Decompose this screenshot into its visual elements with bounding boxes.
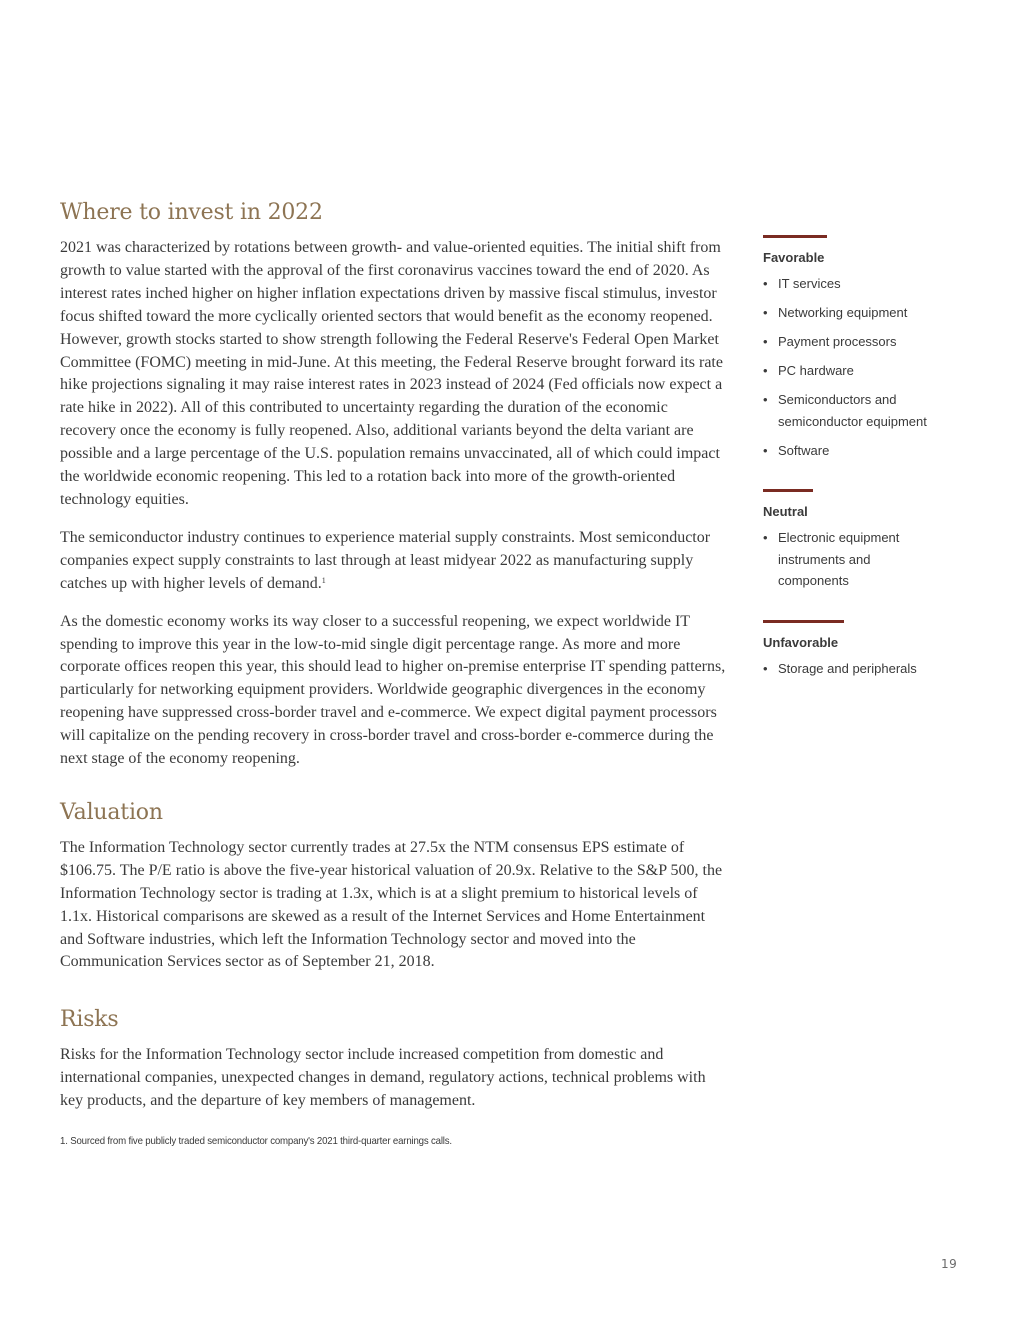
sector-ratings-sidebar: [763, 235, 963, 707]
list-item: • Networking equipment: [763, 302, 963, 324]
favorable-list: [763, 273, 963, 461]
list-item: • Electronic equipment instruments and components: [763, 527, 933, 592]
neutral-title: Neutral: [763, 504, 808, 519]
heading-risks: Risks: [60, 1007, 119, 1033]
where-paragraph-2-text: The semiconductor industry continues to experience material supply constraints. Most semiconductor companies expect supply constraints to last through at least midyear 2022 as manufacturing supply catches up with higher levels of demand.: [60, 528, 711, 592]
list-item: • Payment processors: [763, 331, 963, 353]
unfavorable-block: [763, 620, 963, 680]
unfavorable-rule: [763, 620, 844, 623]
favorable-rule: [763, 235, 827, 238]
where-paragraph-2: [60, 527, 726, 596]
heading-where-to-invest: Where to invest in 2022: [60, 200, 323, 225]
page-number: 19: [941, 1257, 958, 1271]
list-item: • Storage and peripherals: [763, 658, 963, 680]
where-paragraph-3: As the domestic economy works its way closer to a successful reopening, we expect worldwide IT spending to improve this year in the low-to-mid single digit percentage range. As more and more corporate offices reopen this year, this should lead to higher on-premise enterprise IT spending patterns, particularly for networking equipment providers. Worldwide geographic divergences in the economy reopening have suppressed cross-border travel and e-commerce. We expect digital payment processors will capitalize on the pending recovery in cross-border travel and cross-border e-commerce during the next stage of the economy reopening.: [60, 612, 726, 768]
neutral-rule: [763, 489, 813, 492]
neutral-list: [763, 527, 933, 592]
unfavorable-list: [763, 658, 963, 680]
list-item: • PC hardware: [763, 360, 963, 382]
where-paragraph-1: 2021 was characterized by rotations between growth- and value-oriented equities. The initial shift from growth to value started with the approval of the first coronavirus vaccines toward the end of 2020. As interest rates inched higher on higher inflation expectations driven by massive fiscal stimulus, investor focus shifted toward the more cyclically oriented sectors that would benefit as the economy reopened. However, growth stocks started to show strength following the Federal Reserve's Federal Open Market Committee (FOMC) meeting in mid-June. At this meeting, the Federal Reserve brought forward its rate hike projections signaling it may raise interest rates in 2023 instead of 2024 (Fed officials now expect a rate hike in 2022). All of this contributed to uncertainty regarding the duration of the economic recovery once the economy is fully reopened. Also, additional variants beyond the delta variant are possible and a large percentage of the U.S. population remains unvaccinated, all of which could impact the worldwide economic reopening. This led to a rotation back into more of the growth-oriented technology equities.: [60, 239, 723, 508]
footnote: 1. Sourced from five publicly traded semiconductor company's 2021 third-quarter earnings calls.: [60, 1135, 452, 1148]
footnote-ref: 1: [321, 575, 326, 585]
favorable-block: [763, 235, 963, 461]
main-content: [60, 198, 726, 1147]
favorable-title: Favorable: [763, 250, 825, 265]
valuation-paragraph: The Information Technology sector currently trades at 27.5x the NTM consensus EPS estimate of $106.75. The P/E ratio is above the five-year historical valuation of 20.9x. Relative to the S&P 500, the Information Technology sector is trading at 1.3x, which is at a slight premium to historical levels of 1.1x. Historical comparisons are skewed as a result of the Internet Services and Home Entertainment and Software industries, which left the Information Technology sector and moved into the Communication Services sector as of September 21, 2018.: [60, 838, 723, 971]
list-item: • IT services: [763, 273, 963, 295]
list-item: • Software: [763, 440, 963, 462]
risks-paragraph: Risks for the Information Technology sector include increased competition from domestic and international companies, unexpected changes in demand, regulatory actions, technical problems with key products, and the departure of key members of management.: [60, 1046, 706, 1110]
list-item: • Semiconductors and semiconductor equipment: [763, 389, 963, 432]
unfavorable-title: Unfavorable: [763, 634, 839, 650]
neutral-block: [763, 489, 963, 592]
heading-valuation: Valuation: [60, 799, 163, 825]
